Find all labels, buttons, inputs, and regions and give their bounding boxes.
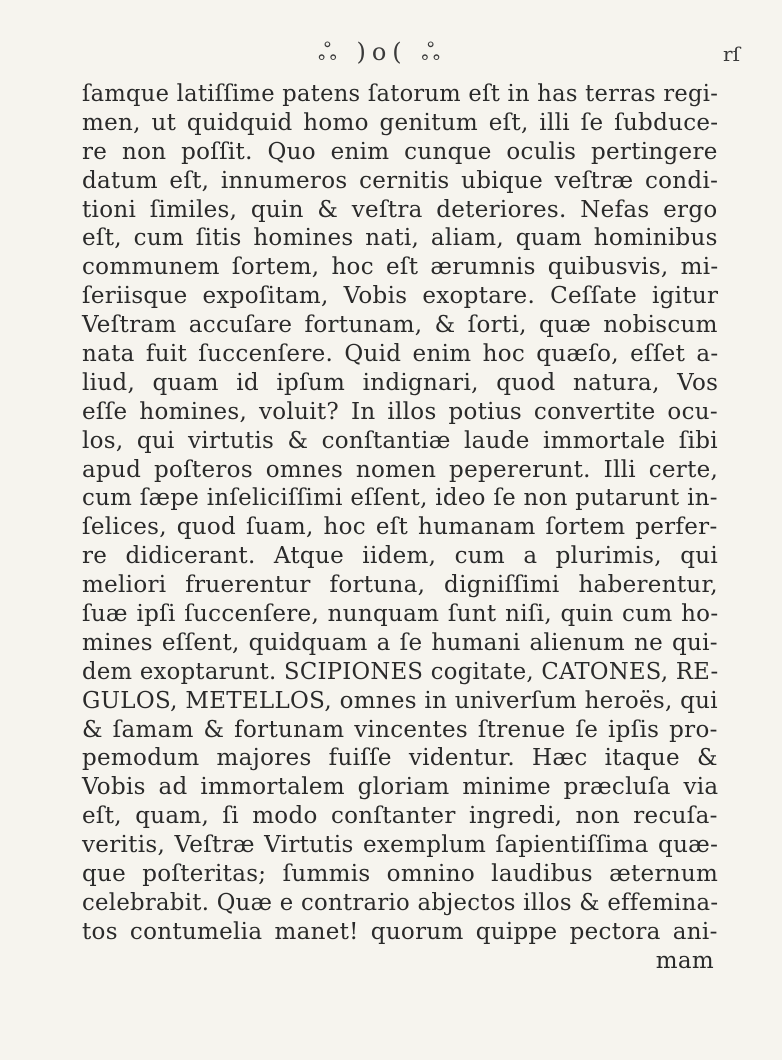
text-line: dem exoptarunt. SCIPIONES cogitate, CATONES, RE- [82,658,719,685]
text-line: eſt, quam, ſi modo conſtanter ingredi, non recuſa- [82,803,718,830]
text-line: datum eſt, innumeros cernitis ubique veſtræ condi- [82,167,719,194]
text-line: Vobis ad immortalem gloriam minime præcluſa via [82,774,719,801]
text-line: tioni ſimiles, quin & veſtra deteriores. Nefas ergo [82,196,718,223]
text-line: ſeriisque expoſitam, Vobis exoptare. Ceſſate igitur [82,283,719,310]
text-line: veritis, Veſtræ Virtutis exemplum ſapientiſſima quæ- [82,832,719,859]
text-line: cum ſæpe inſeliciſſimi eſſent, ideo ſe non putarunt in- [82,485,718,512]
text-line: eſſe homines, voluit? In illos potius convertite ocu- [82,398,718,425]
catchword: mam [655,947,714,974]
text-line: ſuæ ipſi ſuccenſere, nunquam ſunt niſi, quin cum ho- [82,601,719,628]
text-line: Veſtram accuſare fortunam, & ſorti, quæ nobiscum [82,312,718,339]
text-line: re non poſſit. Quo enim cunque oculis pertingere [82,138,718,165]
text-line: communem ſortem, hoc eſt ærumnis quibusvis, mi- [82,254,719,281]
text-line: apud poſteros omnes nomen pepererunt. Illi certe, [82,456,719,483]
page-number: rſ [723,42,740,66]
text-line: liud, quam id ipſum indignari, quod natura, Vos [82,369,719,396]
text-line: GULOS, METELLOS, omnes in univerſum heroës, qui [82,687,718,714]
header-ornament: ஃ )o( ஃ [318,38,447,66]
text-line: ſamque latiſſime patens ſatorum eſt in has terras regi- [82,81,719,107]
text-line: que poſteritas; ſummis omnino laudibus æternum [82,861,719,888]
text-line: ſelices, quod ſuam, hoc eſt humanam ſortem perfer- [82,514,718,541]
page-header [0,38,782,72]
text-line: men, ut quidquid homo genitum eſt, illi ſe ſubduce- [82,109,719,136]
text-line: pemodum majores fuiſſe videntur. Hæc itaque & [82,745,718,772]
text-line: & ſamam & fortunam vincentes ſtrenue ſe ipſis pro- [82,716,718,743]
text-line: eſt, cum ſitis homines nati, aliam, quam hominibus [82,225,718,252]
text-line: los, qui virtutis & conſtantiæ laude immortale ſibi [82,427,718,454]
text-line: tos contumelia manet! quorum quippe pectora ani- [82,918,718,945]
text-line: re didicerant. Atque iidem, cum a plurimis, qui [82,543,719,570]
body-text [82,80,718,976]
text-line: mines eſſent, quidquam a ſe humani alienum ne qui- [82,629,718,656]
text-line: celebrabit. Quæ e contrario abjectos illos & effemina- [82,889,719,916]
text-line: nata fuit ſuccenſere. Quid enim hoc quæſo, eſſet a- [82,341,719,368]
text-line: meliori fruerentur fortuna, digniſſimi haberentur, [82,572,718,599]
